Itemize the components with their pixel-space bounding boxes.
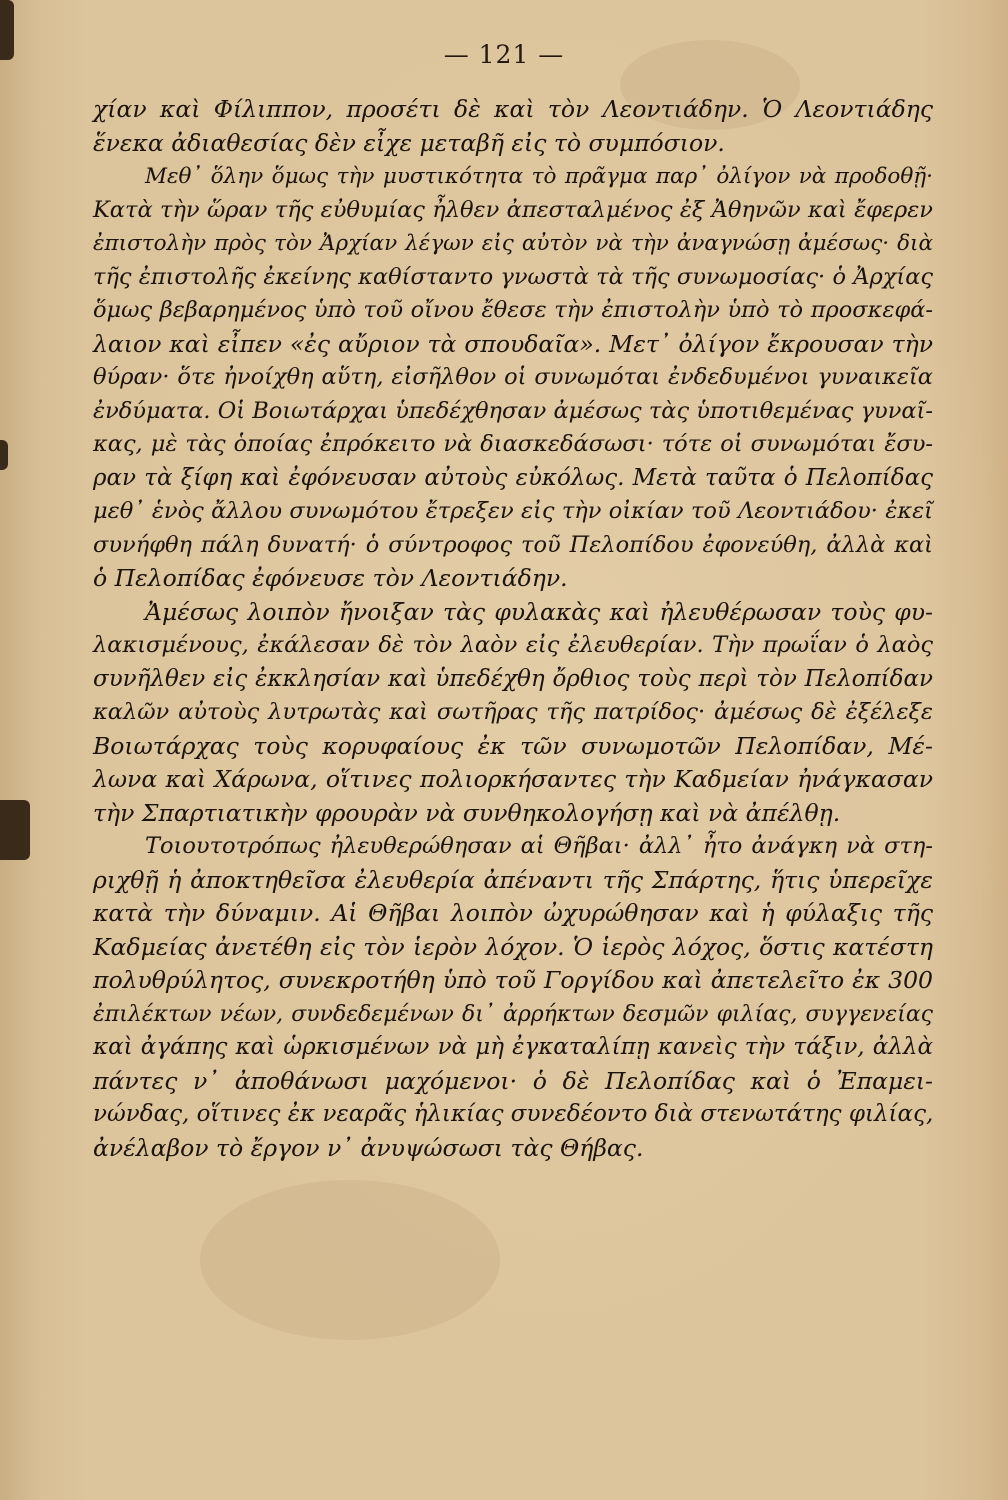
text-line: ὁ Πελοπίδας ἐφόνευσε τὸν Λεοντιάδην. [93, 564, 568, 592]
text-line: ἐπιστολὴν πρὸς τὸν Ἀρχίαν λέγων εἰς αὐτὸν νὰ τὴν ἀναγνώσῃ ἀμέσως· διὰ [93, 231, 933, 256]
text-line: κατὰ τὴν δύναμιν. Αἱ Θῆβαι λοιπὸν ὠχυρώθησαν καὶ ἡ φύλαξις τῆς [93, 899, 933, 927]
text-line: πάντες ν᾽ ἀποθάνωσι μαχόμενοι· ὁ δὲ Πελοπίδας καὶ ὁ Ἐπαμει- [93, 1066, 933, 1095]
text-line: χίαν καὶ Φίλιππον, προσέτι δὲ καὶ τὸν Λεοντιάδην. Ὁ Λεοντιάδης [93, 95, 933, 123]
body-text [93, 93, 933, 1165]
text-line: πολυθρύλητος, συνεκροτήθη ὑπὸ τοῦ Γοργίδου καὶ ἀπετελεῖτο ἐκ 300 [93, 966, 933, 994]
text-line: Κατὰ τὴν ὥραν τῆς εὐθυμίας ἦλθεν ἀπεσταλμένος ἐξ Ἀθηνῶν καὶ ἔφερεν [93, 196, 933, 223]
text-line: ἀνέλαβον τὸ ἔργον ν᾽ ἀνυψώσωσι τὰς Θήβας. [93, 1133, 644, 1162]
text-line: λωνα καὶ Χάρωνα, οἵτινες πολιορκήσαντες τὴν Καδμείαν ἠνάγκασαν [93, 765, 933, 793]
text-line: καὶ ἀγάπης καὶ ὡρκισμένων νὰ μὴ ἐγκαταλίπῃ κανεὶς τὴν τάξιν, ἀλλὰ [93, 1034, 933, 1060]
text-line: Μεθ᾽ ὅλην ὅμως τὴν μυστικότητα τὸ πρᾶγμα παρ᾽ ὀλίγον νὰ προδοθῇ· [145, 164, 933, 189]
text-line: Καδμείας ἀνετέθη εἰς τὸν ἱερὸν λόχον. Ὁ ἱερὸς λόχος, ὅστις κατέστη [93, 932, 933, 961]
text-line: Ἀμέσως λοιπὸν ἤνοιξαν τὰς φυλακὰς καὶ ἠλευθέρωσαν τοὺς φυ- [145, 597, 933, 626]
text-line: ἕνεκα ἀδιαθεσίας δὲν εἶχε μεταβῆ εἰς τὸ συμπόσιον. [93, 128, 725, 157]
text-line: λαιον καὶ εἶπεν «ἐς αὔριον τὰ σπουδαῖα». Μετ᾽ ὀλίγον ἔκρουσαν τὴν [93, 329, 933, 358]
text-line: θύραν· ὅτε ἠνοίχθη αὕτη, εἰσῆλθον οἱ συνωμόται ἐνδεδυμένοι γυναικεῖα [93, 364, 933, 390]
text-line: τὴν Σπαρτιατικὴν φρουρὰν νὰ συνθηκολογήσῃ καὶ νὰ ἀπέλθῃ. [93, 798, 841, 827]
page-edge-damage [0, 800, 30, 860]
text-line: καλῶν αὐτοὺς λυτρωτὰς καὶ σωτῆρας τῆς πατρίδος· ἀμέσως δὲ ἐξέλεξε [93, 699, 933, 725]
text-line: μεθ᾽ ἑνὸς ἄλλου συνωμότου ἔτρεξεν εἰς τὴν οἰκίαν τοῦ Λεοντιάδου· ἐκεῖ [93, 498, 933, 524]
page-edge-damage [0, 440, 8, 470]
text-line: τῆς ἐπιστολῆς ἐκείνης καθίσταντο γνωστὰ τὰ τῆς συνωμοσίας· ὁ Ἀρχίας [93, 263, 933, 290]
text-line: κας, μὲ τὰς ὁποίας ἐπρόκειτο νὰ διασκεδάσωσι· τότε οἱ συνωμόται ἔσυ- [93, 431, 933, 457]
text-line: ἐνδύματα. Οἱ Βοιωτάρχαι ὑπεδέχθησαν ἀμέσως τὰς ὑποτιθεμένας γυναῖ- [93, 397, 933, 424]
page-number: — 121 — [443, 40, 565, 69]
text-line: συνῆλθεν εἰς ἐκκλησίαν καὶ ὑπεδέχθη ὄρθιος τοὺς περὶ τὸν Πελοπίδαν [93, 665, 933, 692]
text-line: ὅμως βεβαρημένος ὑπὸ τοῦ οἴνου ἔθεσε τὴν ἐπιστολὴν ὑπὸ τὸ προσκεφά- [93, 297, 933, 323]
text-line: ἐπιλέκτων νέων, συνδεδεμένων δι᾽ ἀρρήκτων δεσμῶν φιλίας, συγγενείας [93, 1001, 933, 1027]
text-line: Βοιωτάρχας τοὺς κορυφαίους ἐκ τῶν συνωμοτῶν Πελοπίδαν, Μέ- [93, 731, 933, 760]
text-line: ριχθῇ ἡ ἀποκτηθεῖσα ἐλευθερία ἀπέναντι τῆς Σπάρτης, ἥτις ὑπερεῖχε [93, 865, 933, 894]
text-line: συνήφθη πάλη δυνατή· ὁ σύντροφος τοῦ Πελοπίδου ἐφονεύθη, ἀλλὰ καὶ [93, 531, 933, 558]
text-line: λακισμένους, ἐκάλεσαν δὲ τὸν λαὸν εἰς ἐλευθερίαν. Τὴν πρωΐαν ὁ λαὸς [93, 632, 933, 658]
text-line: ραν τὰ ξίφη καὶ ἐφόνευσαν αὐτοὺς εὐκόλως. Μετὰ ταῦτα ὁ Πελοπίδας [93, 464, 933, 491]
text-line: Τοιουτοτρόπως ἠλευθερώθησαν αἱ Θῆβαι· ἀλλ᾽ ἦτο ἀνάγκη νὰ στη- [145, 833, 933, 859]
paper-stain [200, 1180, 500, 1340]
text-line: νώνδας, οἵτινες ἐκ νεαρᾶς ἡλικίας συνεδέοντο διὰ στενωτάτης φιλίας, [93, 1101, 934, 1127]
